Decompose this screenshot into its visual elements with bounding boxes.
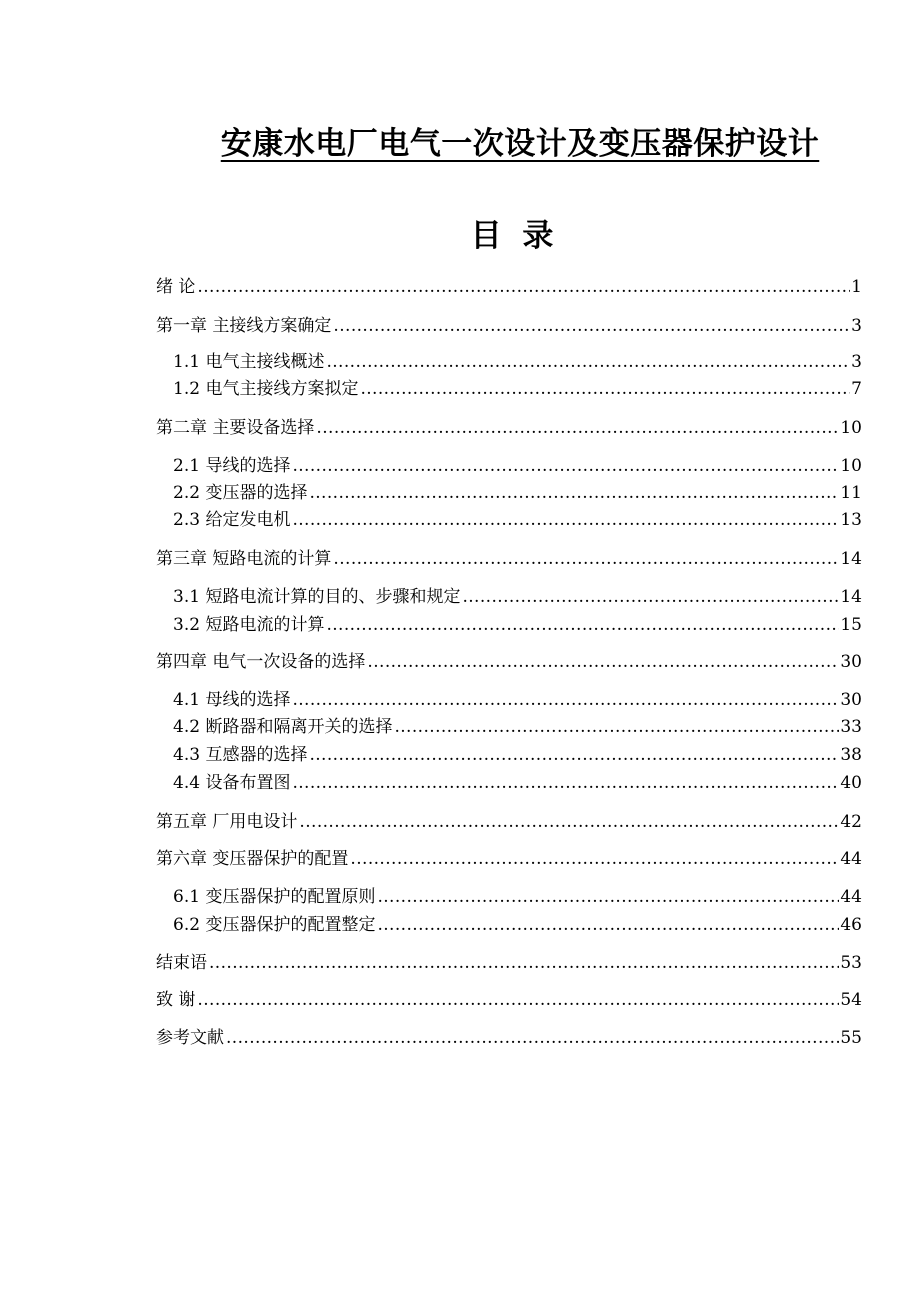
toc-entry-chapter-4[interactable]: [156, 650, 862, 674]
toc-page-number: 14: [840, 549, 862, 569]
toc-entry-chapter-2[interactable]: [156, 416, 862, 440]
toc-entry-label: 2.2 变压器的选择: [173, 483, 308, 503]
toc-page-number: 40: [840, 773, 862, 793]
toc-page-number: 38: [840, 745, 862, 765]
toc-dot-leader: [350, 847, 839, 871]
toc-entry-section-1-1[interactable]: [173, 350, 862, 374]
toc-entry-label: 3.1 短路电流计算的目的、步骤和规定: [173, 587, 461, 607]
toc-page-number: 3: [851, 352, 862, 372]
toc-dot-leader: [309, 481, 839, 505]
toc-entry-acknowledgements[interactable]: [156, 988, 862, 1012]
toc-heading: 目 录: [470, 218, 554, 254]
toc-dot-leader: [377, 913, 839, 937]
toc-dot-leader: [326, 613, 839, 637]
toc-entry-introduction[interactable]: [156, 275, 862, 299]
toc-entry-label: 第一章 主接线方案确定: [156, 316, 332, 336]
toc-dot-leader: [292, 771, 839, 795]
toc-entry-references[interactable]: [156, 1026, 862, 1050]
toc-page-number: 3: [851, 316, 862, 336]
toc-entry-label: 参考文献: [156, 1028, 224, 1048]
toc-page-number: 30: [840, 690, 862, 710]
toc-entry-chapter-3[interactable]: [156, 547, 862, 571]
toc-page-number: 53: [840, 953, 862, 973]
toc-dot-leader: [292, 688, 839, 712]
toc-entry-label: 1.2 电气主接线方案拟定: [173, 379, 359, 399]
toc-entry-label: 2.1 导线的选择: [173, 456, 291, 476]
toc-entry-label: 第五章 厂用电设计: [156, 812, 298, 832]
toc-dot-leader: [292, 454, 839, 478]
toc-dot-leader: [209, 951, 839, 975]
toc-entry-section-6-1[interactable]: [173, 885, 862, 909]
toc-entry-section-4-2[interactable]: [173, 715, 862, 739]
toc-page-number: 11: [840, 483, 862, 503]
toc-page-number: 44: [840, 849, 862, 869]
toc-page-number: 10: [840, 456, 862, 476]
toc-page-number: 13: [840, 510, 862, 530]
toc-entry-section-4-3[interactable]: [173, 743, 862, 767]
toc-dot-leader: [462, 585, 839, 609]
toc-entry-label: 第四章 电气一次设备的选择: [156, 652, 366, 672]
toc-page-number: 7: [851, 379, 862, 399]
toc-entry-section-3-1[interactable]: [173, 585, 862, 609]
toc-dot-leader: [367, 650, 839, 674]
toc-entry-section-6-2[interactable]: [173, 913, 862, 937]
toc-entry-label: 第三章 短路电流的计算: [156, 549, 332, 569]
toc-page-number: 55: [840, 1028, 862, 1048]
toc-entry-chapter-6[interactable]: [156, 847, 862, 871]
toc-entry-section-2-2[interactable]: [173, 481, 862, 505]
toc-page-number: 44: [840, 887, 862, 907]
toc-entry-label: 4.3 互感器的选择: [173, 745, 308, 765]
toc-dot-leader: [309, 743, 839, 767]
toc-page-number: 10: [840, 418, 862, 438]
toc-page-number: 33: [840, 717, 862, 737]
toc-page-number: 15: [840, 615, 862, 635]
toc-entry-section-2-3[interactable]: [173, 508, 862, 532]
toc-entry-label: 致 谢: [156, 990, 196, 1010]
toc-page-number: 46: [840, 915, 862, 935]
toc-entry-label: 1.1 电气主接线概述: [173, 352, 325, 372]
toc-dot-leader: [299, 810, 839, 834]
toc-dot-leader: [326, 350, 850, 374]
toc-entry-label: 2.3 给定发电机: [173, 510, 291, 530]
toc-entry-label: 4.2 断路器和隔离开关的选择: [173, 717, 393, 737]
toc-entry-label: 6.1 变压器保护的配置原则: [173, 887, 376, 907]
toc-entry-label: 6.2 变压器保护的配置整定: [173, 915, 376, 935]
toc-dot-leader: [197, 988, 839, 1012]
toc-dot-leader: [292, 508, 839, 532]
toc-entry-label: 3.2 短路电流的计算: [173, 615, 325, 635]
toc-page-number: 54: [840, 990, 862, 1010]
toc-page-number: 42: [840, 812, 862, 832]
toc-entry-section-4-1[interactable]: [173, 688, 862, 712]
toc-entry-label: 4.1 母线的选择: [173, 690, 291, 710]
toc-dot-leader: [333, 547, 839, 571]
toc-page-number: 14: [840, 587, 862, 607]
toc-dot-leader: [316, 416, 839, 440]
toc-entry-chapter-5[interactable]: [156, 810, 862, 834]
toc-dot-leader: [197, 275, 850, 299]
toc-dot-leader: [394, 715, 839, 739]
toc-entry-section-2-1[interactable]: [173, 454, 862, 478]
toc-entry-label: 4.4 设备布置图: [173, 773, 291, 793]
toc-entry-label: 结束语: [156, 953, 207, 973]
toc-entry-section-4-4[interactable]: [173, 771, 862, 795]
toc-entry-label: 绪 论: [156, 277, 196, 297]
toc-dot-leader: [377, 885, 839, 909]
document-title: 安康水电厂电气一次设计及变压器保护设计: [220, 126, 820, 162]
toc-page-number: 1: [851, 277, 862, 297]
toc-page-number: 30: [840, 652, 862, 672]
toc-entry-section-1-2[interactable]: [173, 377, 862, 401]
toc-entry-chapter-1[interactable]: [156, 314, 862, 338]
toc-entry-conclusion[interactable]: [156, 951, 862, 975]
toc-entry-label: 第六章 变压器保护的配置: [156, 849, 349, 869]
toc-entry-label: 第二章 主要设备选择: [156, 418, 315, 438]
toc-entry-section-3-2[interactable]: [173, 613, 862, 637]
toc-dot-leader: [360, 377, 850, 401]
toc-dot-leader: [333, 314, 850, 338]
toc-dot-leader: [226, 1026, 839, 1050]
